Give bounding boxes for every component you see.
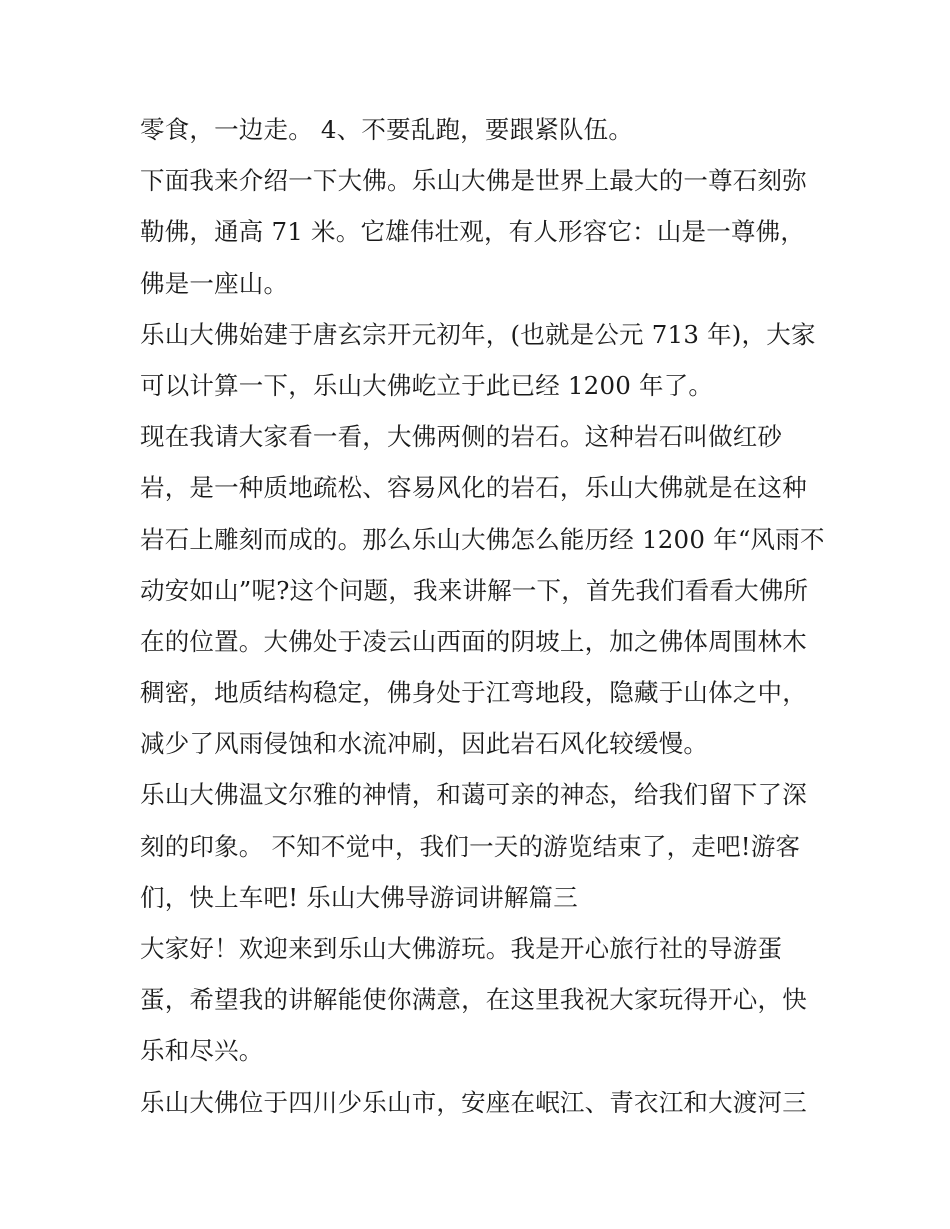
text-line: 蛋，希望我的讲解能使你满意，在这里我祝大家玩得开心，快 <box>140 985 807 1015</box>
text-line: 可以计算一下，乐山大佛屹立于此已经 1200 年了。 <box>140 370 714 400</box>
text-line: 乐和尽兴。 <box>140 1036 264 1066</box>
text-line: 稠密，地质结构稳定，佛身处于江弯地段，隐藏于山体之中， <box>140 678 807 708</box>
text-line: 乐山大佛温文尔雅的神情，和蔼可亲的神态，给我们留下了深 <box>140 780 807 810</box>
text-line: 佛是一座山。 <box>140 268 289 298</box>
text-line: 刻的印象。 不知不觉中，我们一天的游览结束了，走吧!游客 <box>140 831 801 861</box>
text-line: 大家好！欢迎来到乐山大佛游玩。我是开心旅行社的导游蛋 <box>140 934 783 963</box>
text-line: 勒佛，通高 71 米。它雄伟壮观，有人形容它：山是一尊佛， <box>140 217 806 247</box>
text-line: 在的位置。大佛处于凌云山西面的阴坡上，加之佛体周围林木 <box>140 626 807 656</box>
text-line: 们，快上车吧! 乐山大佛导游词讲解篇三 <box>140 882 578 912</box>
body-text <box>140 108 825 1132</box>
text-line: 零食，一边走。 4、不要乱跑，要跟紧队伍。 <box>140 115 634 144</box>
text-line: 岩石上雕刻而成的。那么乐山大佛怎么能历经 1200 年“风雨不 <box>140 524 825 554</box>
text-line: 现在我请大家看一看，大佛两侧的岩石。这种岩石叫做红砂 <box>140 422 783 452</box>
text-line: 下面我来介绍一下大佛。乐山大佛是世界上最大的一尊石刻弥 <box>140 166 807 196</box>
text-line: 岩，是一种质地疏松、容易风化的岩石，乐山大佛就是在这种 <box>140 473 807 503</box>
text-line: 减少了风雨侵蚀和水流冲刷，因此岩石风化较缓慢。 <box>140 729 709 759</box>
text-line: 乐山大佛位于四川少乐山市，安座在岷江、青衣江和大渡河三 <box>140 1087 807 1117</box>
text-line: 乐山大佛始建于唐玄宗开元初年，(也就是公元 713 年)，大家 <box>140 319 816 349</box>
text-line: 动安如山”呢?这个问题，我来讲解一下，首先我们看看大佛所 <box>140 575 809 605</box>
